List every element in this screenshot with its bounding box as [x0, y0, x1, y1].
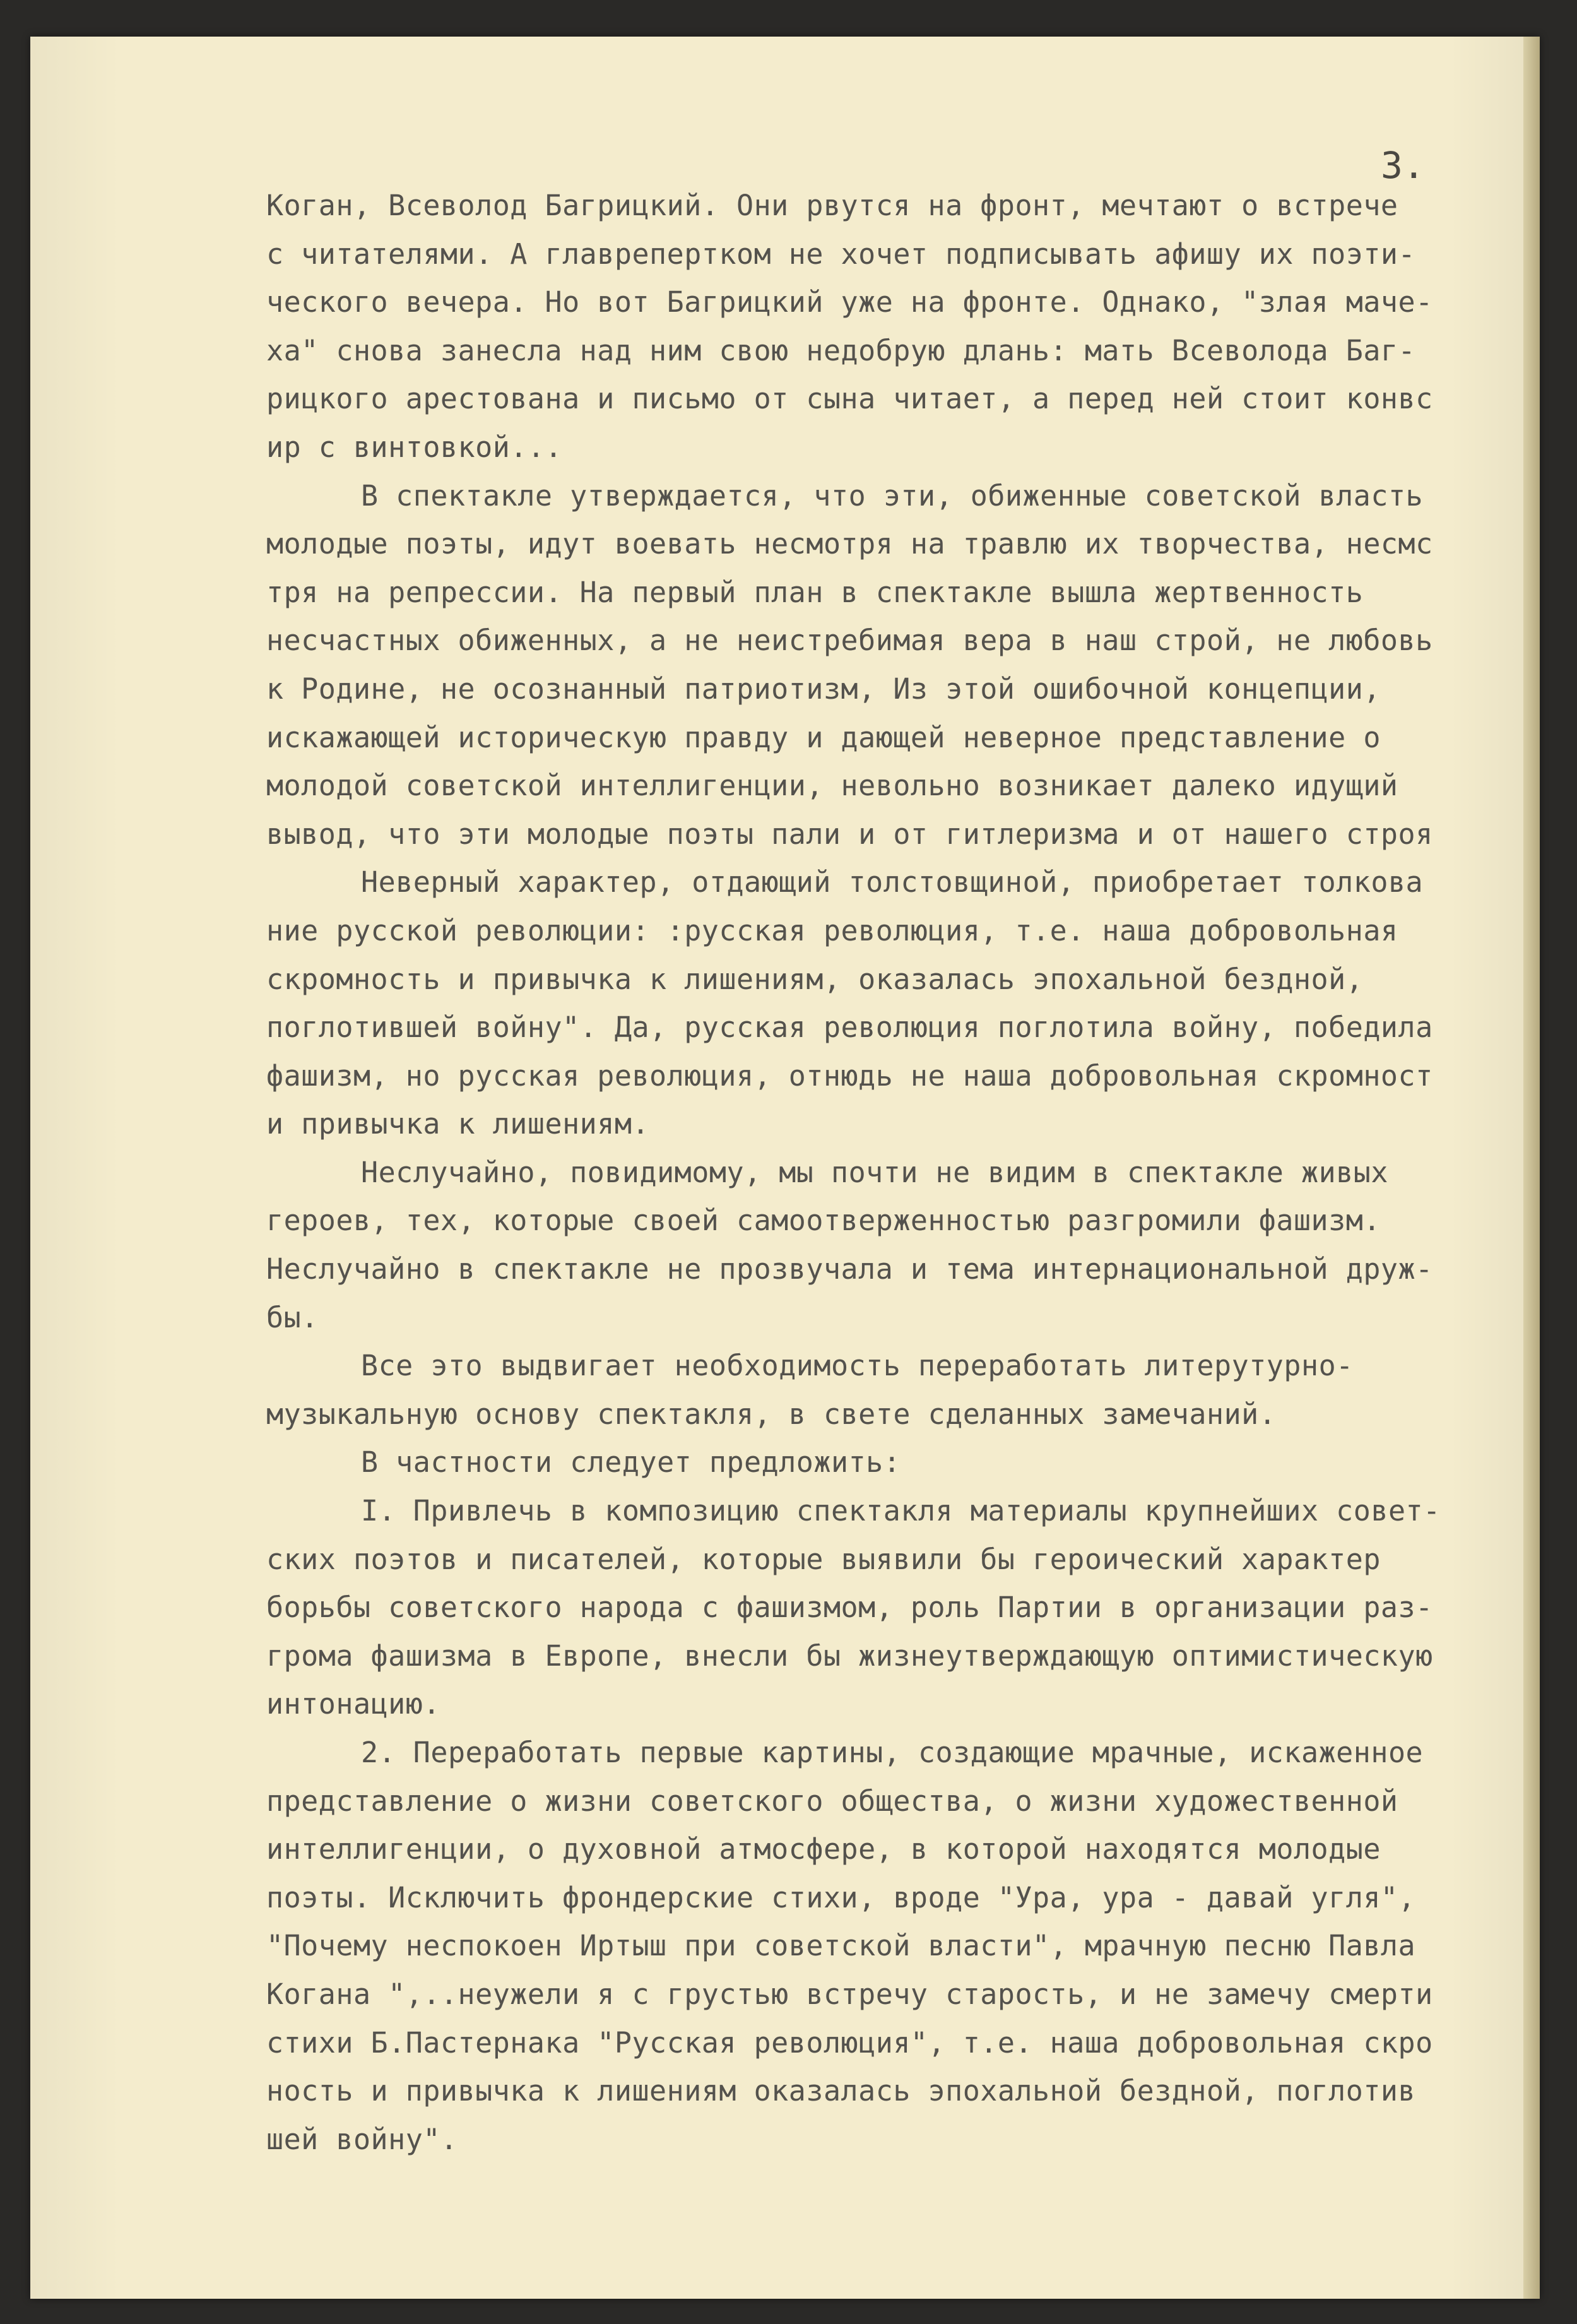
text-line: стихи Б.Пастернака "Русская революция", т.е. наша добровольная скро — [266, 2025, 1433, 2060]
text-line: 2. Переработать первые картины, создающие мрачные, искаженное — [361, 1736, 1424, 1769]
text-line: представление о жизни советского общества, о жизни художественной — [266, 1784, 1398, 1818]
text-line: скромность и привычка к лишениям, оказалась эпохальной бездной, — [266, 962, 1364, 996]
text-line: Неслучайно, повидимому, мы почти не видим в спектакле живых — [361, 1155, 1388, 1189]
text-line: тря на репрессии. На первый план в спектакле вышла жертвенность — [266, 575, 1364, 609]
text-line: В частности следует предложить: — [361, 1445, 901, 1479]
text-line: ность и привычка к лишениям оказалась эпохальной бездной, поглотив — [266, 2074, 1416, 2108]
text-line: ха" снова занесла над ним свою недобрую длань: мать Всеволода Баг- — [266, 333, 1416, 367]
text-line: ние русской революции: :русская революция, т.е. наша добровольная — [266, 913, 1398, 947]
text-line: ческого вечера. Но вот Багрицкий уже на фронте. Однако, "злая маче- — [266, 285, 1433, 319]
text-line: поэты. Исключить фрондерские стихи, вроде "Ура, ура - давай угля", — [266, 1880, 1416, 1914]
text-line: ир с винтовкой... — [266, 430, 563, 464]
text-line: борьбы советского народа с фашизмом, роль Партии в организации раз- — [266, 1591, 1433, 1625]
text-line: рицкого арестована и письмо от сына читает, а перед ней стоит конвс — [266, 382, 1433, 416]
text-line: к Родине, не осознанный патриотизм, Из этой ошибочной концепции, — [266, 672, 1381, 706]
text-line: интеллигенции, о духовной атмосфере, в которой находятся молодые — [266, 1832, 1381, 1866]
page-number: 3. — [1381, 144, 1425, 187]
text-line: несчастных обиженных, а не неистребимая вера в наш строй, не любовь — [266, 624, 1433, 658]
text-line: I. Привлечь в композицию спектакля материалы крупнейших совет- — [361, 1494, 1441, 1528]
text-line: Неслучайно в спектакле не прозвучала и тема интернациональной друж- — [266, 1252, 1433, 1286]
text-line: искажающей историческую правду и дающей неверное представление о — [266, 720, 1381, 754]
text-line: Все это выдвигает необходимость переработать литерутурно- — [361, 1349, 1354, 1383]
text-line: ских поэтов и писателей, которые выявили бы героический характер — [266, 1542, 1381, 1576]
text-line: "Почему неспокоен Иртыш при советской власти", мрачную песню Павла — [266, 1929, 1416, 1963]
text-line: интонацию. — [266, 1687, 440, 1721]
text-line: фашизм, но русская революция, отнюдь не наша добровольная скромност — [266, 1058, 1433, 1093]
text-line: грома фашизма в Европе, внесли бы жизнеутверждающую оптимистическую — [266, 1639, 1433, 1673]
text-line: поглотившей войну". Да, русская революция поглотила войну, победила — [266, 1011, 1433, 1045]
text-line: молодой советской интеллигенции, невольно возникает далеко идущий — [266, 769, 1398, 803]
text-line: героев, тех, которые своей самоотверженностью разгромили фашизм. — [266, 1204, 1381, 1238]
text-line: Коган, Всеволод Багрицкий. Они рвутся на фронт, мечтают о встрече — [266, 189, 1398, 222]
text-line: В спектакле утверждается, что эти, обиженные советской власть — [361, 478, 1424, 513]
typed-text-block — [266, 182, 1528, 2164]
text-line: вывод, что эти молодые поэты пали и от гитлеризма и от нашего строя — [266, 817, 1433, 851]
text-line: бы. — [266, 1300, 319, 1334]
text-line: и привычка к лишениям. — [266, 1107, 650, 1141]
text-line: Неверный характер, отдающий толстовщиной, приобретает толкова — [361, 865, 1424, 899]
text-line: с читателями. А главрепертком не хочет подписывать афишу их поэти- — [266, 237, 1416, 271]
text-line: музыкальную основу спектакля, в свете сделанных замечаний. — [266, 1397, 1277, 1431]
text-line: молодые поэты, идут воевать несмотря на травлю их творчества, несмс — [266, 527, 1433, 561]
document-page — [30, 37, 1540, 2299]
text-line: шей войну". — [266, 2122, 458, 2156]
text-line: Когана ",..неужели я с грустью встречу старость, и не замечу смерти — [266, 1977, 1433, 2011]
